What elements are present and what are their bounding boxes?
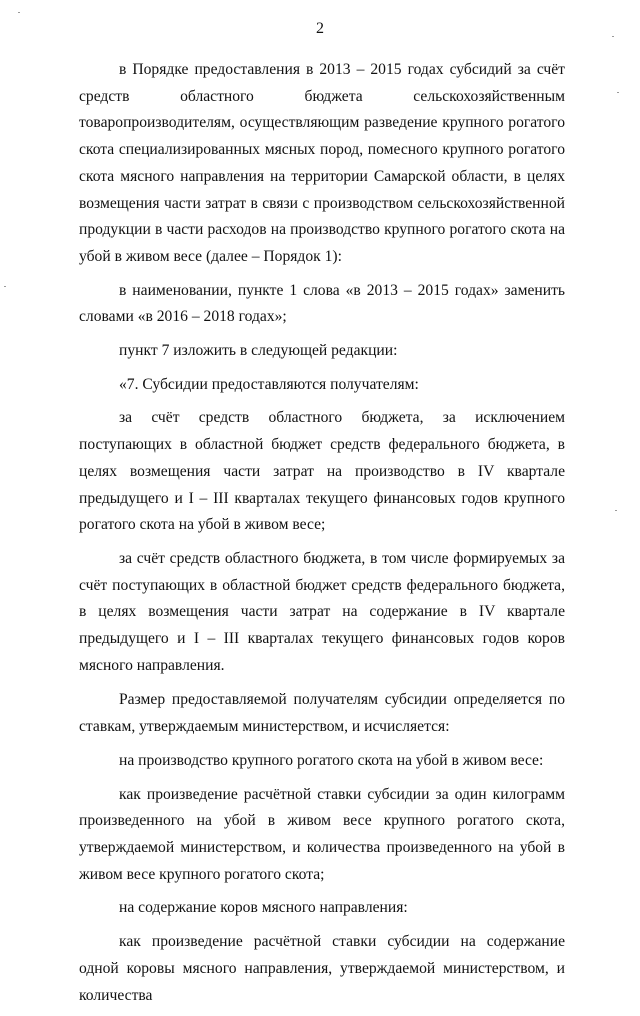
scan-speck [18,12,20,13]
paragraph-subsidy-size: Размер предоставляемой получателям субсидии определяется по ставкам, утверждаемым министерством, и исчисляется: [79,691,565,736]
paragraph-production-heading: на производство крупного рогатого скота на убой в живом весе: [119,751,544,769]
paragraph-maintenance-formula: как произведение расчётной ставки субсидии на содержание одной коровы мясного направления, утверждаемой министерством, и количества [79,933,565,1004]
paragraph-maintenance-heading: на содержание коров мясного направления: [119,899,408,917]
paragraph-clause-7-intro: пункт 7 изложить в следующей редакции: [119,342,398,360]
paragraph-procedure-1: в Порядке предоставления в 2013 – 2015 годах субсидий за счёт средств областного бюджета сельскохозяйственным товаропроизводителям, осуществляющим разведение крупного рогатого скота специализированных мясных пород, помесного крупного рогатого скота мясного направления на территории Самарской области, в целях возмещения части затрат в связи с производством сельскохозяйственной продукции в части расходов на производство крупного рогатого скота на убой в живом весе (далее – Порядок 1): [79,61,565,265]
scan-speck [615,510,617,511]
page-number: 2 [316,20,324,37]
paragraph-regional-budget: за счёт средств областного бюджета, за исключением поступающих в областной бюджет средств федерального бюджета, в целях возмещения части затрат на производство в IV квартале предыдущего и I – III кварталах текущего финансовых годов крупного рогатого скота на убой в живом весе; [79,409,565,534]
paragraph-production-formula: как произведение расчётной ставки субсидии за один килограмм произведенного на убой в живом весе крупного рогатого скота, утверждаемой министерством, и количества произведенного на убой в живом весе крупного рогатого скота; [79,785,565,883]
scan-speck [4,286,6,287]
paragraph-title-amendment: в наименовании, пункте 1 слова «в 2013 – 2015 годах» заменить словами «в 2016 – 2018 годах»; [79,281,565,326]
paragraph-clause-7: «7. Субсидии предоставляются получателям: [119,375,419,393]
document-body [79,57,565,1016]
paragraph-federal-budget: за счёт средств областного бюджета, в том числе формируемых за счёт поступающих в областной бюджет средств федерального бюджета, в целях возмещения части затрат на содержание в IV квартале предыдущего и I – III кварталах текущего финансовых годов коров мясного направления. [79,549,565,674]
scan-speck [617,92,619,93]
